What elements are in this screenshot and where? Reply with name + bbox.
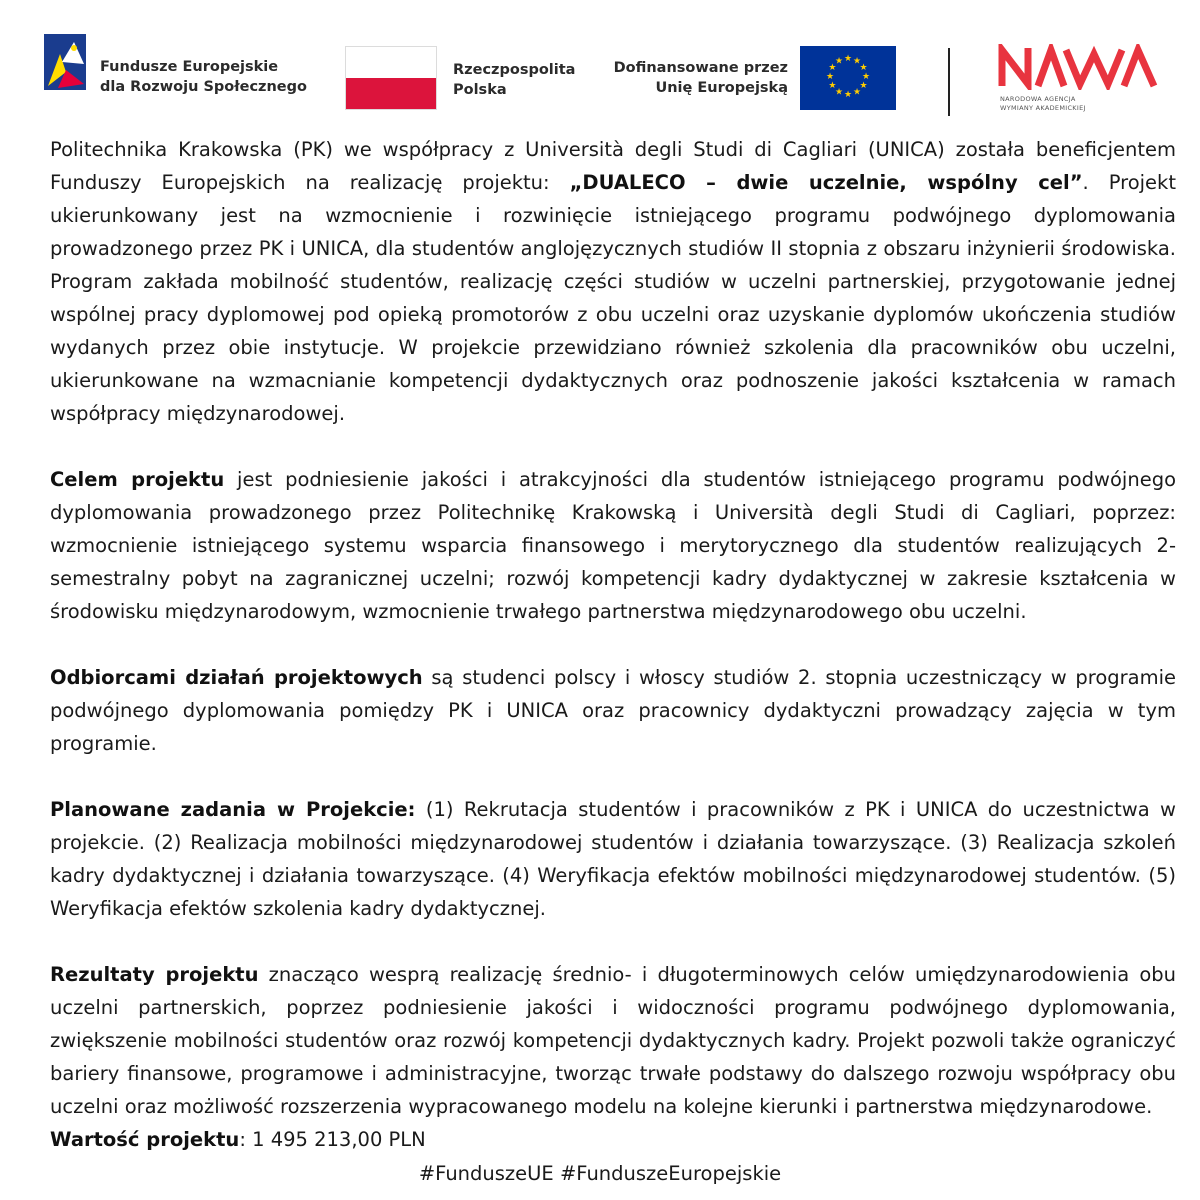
results-text: znacząco wesprą realizację średnio- i długoterminowych celów umiędzynarodowienia obu uczelni partnerskich, poprzez podniesienie jakości i widoczności programu podwójnego dyplomowania, zwiększenie mobilności studentów oraz rozwój kompetencji dydaktycznych kadry. Projekt pozwoli także ograniczyć bariery finansowe, programowe i administracyjne, tworząc trwałe podstawy do dalszego rozwoju współpracy obu uczelni oraz możliwość rozszerzenia wypracowanego modelu na kolejne kierunki i partnerstwa międzynarodowe. [50, 963, 1176, 1118]
project-description [50, 133, 1176, 1156]
fundusze-line-1: Fundusze Europejskie [100, 59, 279, 75]
eu-line-2: Unię Europejską [655, 80, 788, 96]
svg-text:★: ★ [828, 81, 837, 91]
eu-cofinanced-logo [612, 46, 897, 110]
eu-line-1: Dofinansowane przez [613, 60, 788, 76]
svg-text:★: ★ [843, 54, 853, 64]
nawa-wordmark-icon [998, 44, 1162, 90]
rzeczpospolita-polska-logo [345, 46, 585, 110]
fundusze-line-2: dla Rozwoju Społecznego [100, 79, 307, 95]
goal-text: jest podniesienie jakości i atrakcyjności dla studentów istniejącego programu podwójnego dyplomowania prowadzonego przez Politechnikę Krakowską i Università degli Studi di Cagliari, poprzez: wzmocnienie istniejącego systemu wsparcia finansowego i merytorycznego dla studentów realizujących 2-semestralny pobyt na zagranicznej uczelni; rozwój kompetencji kadry dydaktycznej w zakresie kształcenia w środowisku międzynarodowym, wzmocnienie trwałego partnerstwa międzynarodowego obu uczelni. [50, 468, 1177, 623]
svg-text:★: ★ [834, 87, 844, 98]
eu-label [612, 58, 788, 98]
svg-text:★: ★ [852, 56, 862, 67]
tasks-label: Planowane zadania w Projekcie: [50, 798, 416, 821]
intro-text-1: Politechnika Krakowska (PK) we współpracy z Università degli Studi di Cagliari (UNICA) została beneficjentem Funduszy Europejskich na realizację projektu: [50, 138, 1176, 194]
svg-text:★: ★ [852, 87, 862, 98]
svg-text:★: ★ [825, 72, 835, 82]
svg-text:★: ★ [861, 72, 871, 82]
goal-paragraph [50, 463, 1176, 628]
tasks-paragraph [50, 793, 1176, 925]
recipients-text: są studenci polscy i włoscy studiów 2. stopnia uczestniczący w programie podwójnego dyplomowania pomiędzy PK i UNICA oraz pracownicy dydaktyczni prowadzący zajęcia w tym programie. [50, 666, 1176, 755]
svg-text:★: ★ [859, 63, 868, 73]
nawa-logo [998, 44, 1168, 120]
rzeczpospolita-label [453, 60, 575, 100]
rp-line-2: Polska [453, 82, 507, 98]
polish-flag-icon [345, 46, 437, 110]
fundusze-europejskie-emblem-icon [44, 34, 88, 92]
rp-line-1: Rzeczpospolita [453, 62, 576, 78]
project-name: „DUALECO – dwie uczelnie, wspólny cel” [569, 171, 1083, 194]
goal-label: Celem projektu [50, 468, 225, 491]
svg-text:★: ★ [834, 56, 844, 67]
svg-text:★: ★ [843, 90, 853, 100]
recipients-paragraph [50, 661, 1176, 760]
value-label: Wartość projektu [50, 1128, 240, 1151]
nawa-sub-line-1: NARODOWA AGENCJA [1000, 95, 1076, 103]
intro-paragraph [50, 133, 1176, 430]
fundusze-europejskie-label [100, 57, 307, 97]
nawa-subtitle [1000, 95, 1086, 113]
results-label: Rezultaty projektu [50, 963, 259, 986]
intro-text-2: . Projekt ukierunkowany jest na wzmocnienie i rozwinięcie istniejącego programu podwójnego dyplomowania prowadzonego przez PK i UNICA, dla studentów anglojęzycznych studiów II stopnia z obszaru inżynierii środowiska. Program zakłada mobilność studentów, realizację części studiów w uczelni partnerskiej, przygotowanie jednej wspólnej pracy dyplomowej pod opieką promotorów z obu uczelni oraz uzyskanie dyplomów ukończenia studiów wydanych przez obie instytucje. W projekcie przewidziano również szkolenia dla pracowników obu uczelni, ukierunkowane na wzmacnianie kompetencji dydaktycznych oraz podnoszenie jakości kształcenia w ramach współpracy międzynarodowej. [50, 171, 1176, 425]
eu-flag-icon [800, 46, 896, 110]
value-paragraph [50, 1123, 1176, 1156]
hashtags: #FunduszeUE #FunduszeEuropejskie [418, 1162, 782, 1185]
nawa-sub-line-2: WYMIANY AKADEMICKIEJ [1000, 104, 1086, 112]
results-paragraph [50, 958, 1176, 1123]
tasks-text: (1) Rekrutacja studentów i pracowników z PK i UNICA do uczestnictwa w projekcie. (2) Realizacja mobilności międzynarodowej studentów i działania towarzyszące. (3) Realizacja szkoleń kadry dydaktycznej i działania towarzyszące. (4) Weryfikacja efektów mobilności międzynarodowej studentów. (5) Weryfikacja efektów szkolenia kadry dydaktycznej. [50, 798, 1176, 920]
value-text: : 1 495 213,00 PLN [239, 1128, 426, 1151]
logo-bar [0, 0, 1200, 130]
logo-divider [948, 48, 950, 116]
svg-text:★: ★ [828, 63, 837, 73]
fundusze-europejskie-logo [44, 34, 324, 95]
svg-text:★: ★ [859, 81, 868, 91]
recipients-label: Odbiorcami działań projektowych [50, 666, 423, 689]
